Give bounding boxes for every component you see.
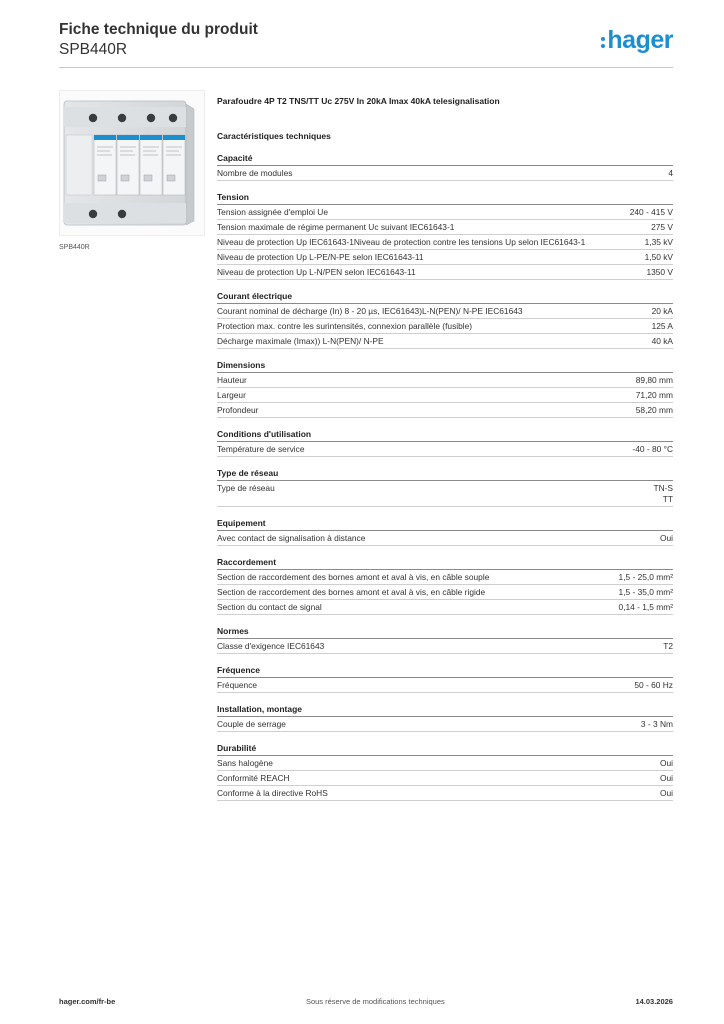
- spec-value: 40 kA: [651, 335, 673, 346]
- spec-value: Oui: [659, 757, 673, 768]
- spec-value: Oui: [659, 532, 673, 543]
- spec-label: Largeur: [217, 389, 246, 400]
- spec-row: [217, 771, 673, 786]
- spec-label: Niveau de protection Up L-N/PEN selon IEC61643-11: [217, 266, 416, 277]
- spec-row: [217, 205, 673, 220]
- spec-value: 125 A: [651, 320, 673, 331]
- spec-row: [217, 442, 673, 457]
- spec-section: [217, 359, 673, 418]
- spec-label: Fréquence: [217, 679, 258, 690]
- spec-value: 1,50 kV: [644, 251, 673, 262]
- hager-logo: [601, 26, 673, 54]
- spec-label: Section de raccordement des bornes amont et aval à vis, en câble rigide: [217, 586, 486, 597]
- spec-row: [217, 265, 673, 280]
- section-title: Installation, montage: [217, 703, 673, 717]
- spec-section: [217, 556, 673, 615]
- section-title: Dimensions: [217, 359, 673, 373]
- image-caption: SPB440R: [59, 244, 90, 251]
- spec-row: [217, 678, 673, 693]
- spec-value: -40 - 80 °C: [632, 443, 673, 454]
- spec-label: Tension maximale de régime permanent Uc suivant IEC61643-1: [217, 221, 455, 232]
- spec-value: 1,5 - 35,0 mm²: [618, 586, 673, 597]
- spec-row: [217, 403, 673, 418]
- spec-value: Oui: [659, 787, 673, 798]
- spec-label: Température de service: [217, 443, 305, 454]
- spec-row: [217, 250, 673, 265]
- page-footer: [59, 997, 673, 1006]
- section-title: Durabilité: [217, 742, 673, 756]
- spec-section: [217, 664, 673, 693]
- spec-row: [217, 373, 673, 388]
- spec-row: [217, 531, 673, 546]
- spec-sections: [217, 152, 673, 801]
- spec-label: Profondeur: [217, 404, 259, 415]
- spec-value: 275 V: [651, 221, 673, 232]
- spec-value: 50 - 60 Hz: [634, 679, 673, 690]
- spec-value: 0,14 - 1,5 mm²: [618, 601, 673, 612]
- spec-value: 4: [668, 167, 673, 178]
- section-title: Conditions d'utilisation: [217, 428, 673, 442]
- footer-website-link[interactable]: hager.com/fr-be: [59, 997, 116, 1006]
- spec-section: [217, 703, 673, 732]
- spec-value: TN-S TT: [653, 482, 673, 504]
- spec-label: Nombre de modules: [217, 167, 293, 178]
- spec-label: Niveau de protection Up IEC61643-1Niveau de protection contre les tensions Up selon IEC61643-1: [217, 236, 586, 247]
- spec-row: [217, 235, 673, 250]
- spec-row: [217, 166, 673, 181]
- spec-label: Conforme à la directive RoHS: [217, 787, 328, 798]
- spec-value: 1350 V: [646, 266, 673, 277]
- spec-section: [217, 152, 673, 181]
- section-title: Capacité: [217, 152, 673, 166]
- spec-label: Conformité REACH: [217, 772, 290, 783]
- footer-date: 14.03.2026: [635, 997, 673, 1006]
- tech-characteristics-title: Caractéristiques techniques: [217, 131, 331, 141]
- page-header: [59, 20, 673, 68]
- section-title: Tension: [217, 191, 673, 205]
- logo-text: hager: [607, 25, 673, 54]
- spec-label: Classe d'exigence IEC61643: [217, 640, 325, 651]
- spec-row: [217, 319, 673, 334]
- spec-row: [217, 388, 673, 403]
- section-title: Normes: [217, 625, 673, 639]
- spec-row: [217, 585, 673, 600]
- spec-label: Hauteur: [217, 374, 247, 385]
- section-title: Type de réseau: [217, 467, 673, 481]
- spec-row: [217, 334, 673, 349]
- product-reference: SPB440R: [59, 41, 128, 58]
- product-image: [59, 90, 205, 236]
- section-title: Equipement: [217, 517, 673, 531]
- spec-label: Type de réseau: [217, 482, 275, 493]
- spec-content: [217, 96, 673, 811]
- spec-row: [217, 717, 673, 732]
- spec-row: [217, 304, 673, 319]
- spec-value: 1,5 - 25,0 mm²: [618, 571, 673, 582]
- spec-section: [217, 290, 673, 349]
- spec-section: [217, 428, 673, 457]
- section-title: Raccordement: [217, 556, 673, 570]
- spec-label: Décharge maximale (Imax)) L-N(PEN)/ N-PE: [217, 335, 384, 346]
- spec-value: 1,35 kV: [644, 236, 673, 247]
- spec-value: T2: [663, 640, 673, 651]
- spec-label: Courant nominal de décharge (In) 8 - 20 µs, IEC61643)L-N(PEN)/ N-PE IEC61643: [217, 305, 523, 316]
- spec-row: [217, 220, 673, 235]
- spec-label: Protection max. contre les surintensités, connexion parallèle (fusible): [217, 320, 473, 331]
- spec-section: [217, 625, 673, 654]
- spec-label: Section de raccordement des bornes amont et aval à vis, en câble souple: [217, 571, 490, 582]
- product-description: Parafoudre 4P T2 TNS/TT Uc 275V In 20kA Imax 40kA telesignalisation: [217, 96, 500, 106]
- spec-row: [217, 481, 673, 507]
- spec-label: Tension assignée d'emploi Ue: [217, 206, 329, 217]
- spec-value: 71,20 mm: [635, 389, 673, 400]
- spec-section: [217, 191, 673, 280]
- spec-value: 3 - 3 Nm: [640, 718, 673, 729]
- spec-label: Sans halogène: [217, 757, 273, 768]
- section-title: Courant électrique: [217, 290, 673, 304]
- page-title: Fiche technique du produit: [59, 21, 258, 38]
- spec-row: [217, 639, 673, 654]
- footer-notice: Sous réserve de modifications techniques: [305, 997, 445, 1006]
- spec-label: Niveau de protection Up L-PE/N-PE selon IEC61643-11: [217, 251, 424, 262]
- spec-section: [217, 467, 673, 507]
- spec-value: Oui: [659, 772, 673, 783]
- spec-row: [217, 600, 673, 615]
- spec-row: [217, 756, 673, 771]
- logo-dots-icon: [601, 35, 605, 49]
- spec-value: 89,80 mm: [635, 374, 673, 385]
- spec-value: 240 - 415 V: [629, 206, 673, 217]
- spec-row: [217, 570, 673, 585]
- section-title: Fréquence: [217, 664, 673, 678]
- spec-value: 58,20 mm: [635, 404, 673, 415]
- spec-label: Avec contact de signalisation à distance: [217, 532, 366, 543]
- spec-label: Section du contact de signal: [217, 601, 322, 612]
- spec-section: [217, 517, 673, 546]
- surge-protector-illustration: [60, 91, 206, 237]
- spec-row: [217, 786, 673, 801]
- spec-section: [217, 742, 673, 801]
- spec-label: Couple de serrage: [217, 718, 286, 729]
- spec-value: 20 kA: [651, 305, 673, 316]
